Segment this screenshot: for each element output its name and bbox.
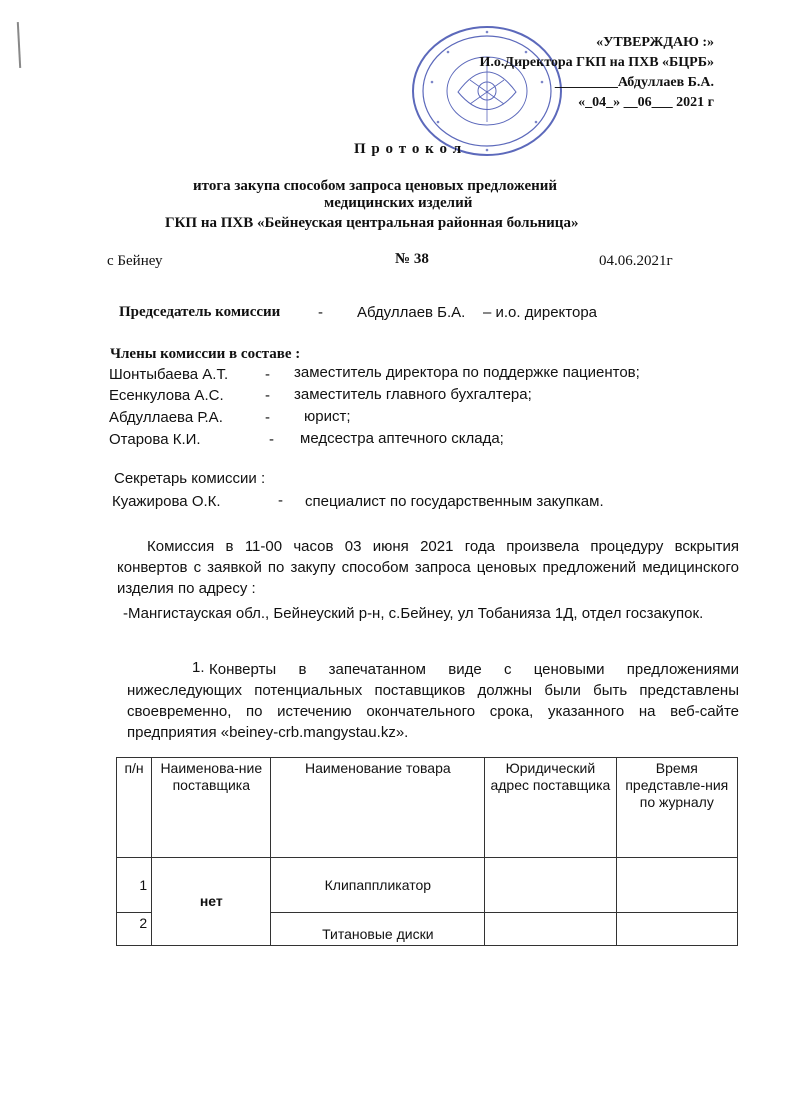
member-dash: -	[265, 387, 270, 404]
protocol-number: № 38	[395, 251, 429, 267]
member-name: Есенкулова А.С.	[109, 387, 224, 404]
protocol-date: 04.06.2021г	[599, 253, 673, 269]
member-dash: -	[265, 409, 270, 426]
members-heading: Члены комиссии в составе :	[110, 346, 301, 362]
member-dash: -	[265, 366, 270, 383]
approval-line-3: _________Абдуллаев Б.А.	[554, 75, 714, 90]
member-role: медсестра аптечного склада;	[300, 430, 504, 447]
row-number: 2	[117, 913, 152, 946]
chairman-role: – и.о. директора	[483, 304, 598, 321]
list-item-number: 1.	[192, 659, 205, 676]
col-header-address: Юридический адрес поставщика	[485, 758, 616, 858]
table-row	[117, 858, 738, 913]
protocol-subtitle-2: медицинских изделий	[324, 195, 473, 211]
approval-block	[480, 33, 714, 113]
col-header-time: Время представле-ния по журналу	[616, 758, 737, 858]
member-name: Абдуллаева Р.А.	[109, 409, 223, 426]
chairman-dash: -	[318, 304, 323, 321]
supplier-name: нет	[152, 858, 271, 946]
product-name: Клипаппликатор	[271, 858, 485, 913]
member-role: заместитель директора по поддержке пациентов;	[294, 364, 640, 381]
product-name: Титановые диски	[271, 913, 485, 946]
col-header-number: п/н	[117, 758, 152, 858]
member-dash: -	[269, 431, 274, 448]
supplier-address	[485, 913, 616, 946]
body-paragraph-3: Конверты в запечатанном виде с ценовыми предложениями нижеследующих потенциальных поставщиков должны были быть представлены своевременно, по истечению окончательного срока, указанного на веб-сайте предприятия «beiney-crb.mangystau.kz».	[127, 661, 739, 741]
protocol-title: П р о т о к о л	[354, 141, 463, 157]
table-header-row	[117, 758, 738, 858]
secretary-role: специалист по государственным закупкам.	[305, 493, 604, 510]
supplier-address	[485, 858, 616, 913]
protocol-subtitle-3: ГКП на ПХВ «Бейнеуская центральная районная больница»	[165, 215, 579, 231]
approval-line-1: «УТВЕРЖДАЮ :»	[596, 35, 714, 50]
col-header-supplier: Наименова-ние поставщика	[152, 758, 271, 858]
approval-line-2: И.о.Директора ГКП на ПХВ «БЦРБ»	[479, 55, 714, 70]
body-paragraph-1: Комиссия в 11-00 часов 03 июня 2021 года произвела процедуру вскрытия конвертов с заявкой по закупу способом запроса ценовых предложений медицинского изделия по адресу :	[117, 538, 739, 597]
place: с Бейнеу	[107, 253, 163, 269]
member-role: заместитель главного бухгалтера;	[294, 386, 532, 403]
body-paragraph-2: -Мангистауская обл., Бейнеуский р-н, с.Бейнеу, ул Тобанияза 1Д, отдел госзакупок.	[123, 605, 704, 622]
secretary-heading: Секретарь комиссии :	[114, 470, 266, 487]
suppliers-table	[116, 757, 738, 946]
secretary-dash: -	[278, 492, 283, 509]
protocol-subtitle-1: итога закупа способом запроса ценовых предложений	[193, 178, 558, 194]
scan-mark	[17, 22, 21, 68]
row-number: 1	[117, 858, 152, 913]
submission-time	[616, 858, 737, 913]
member-name: Отарова К.И.	[109, 431, 201, 448]
submission-time	[616, 913, 737, 946]
chairman-name: Абдуллаев Б.А.	[357, 304, 466, 321]
approval-line-4: «_04_» __06___ 2021 г	[578, 95, 714, 110]
chairman-label: Председатель комиссии	[119, 304, 281, 320]
col-header-product: Наименование товара	[271, 758, 485, 858]
member-name: Шонтыбаева А.Т.	[109, 366, 229, 383]
secretary-name: Куажирова О.К.	[112, 493, 221, 510]
member-role: юрист;	[304, 408, 351, 425]
